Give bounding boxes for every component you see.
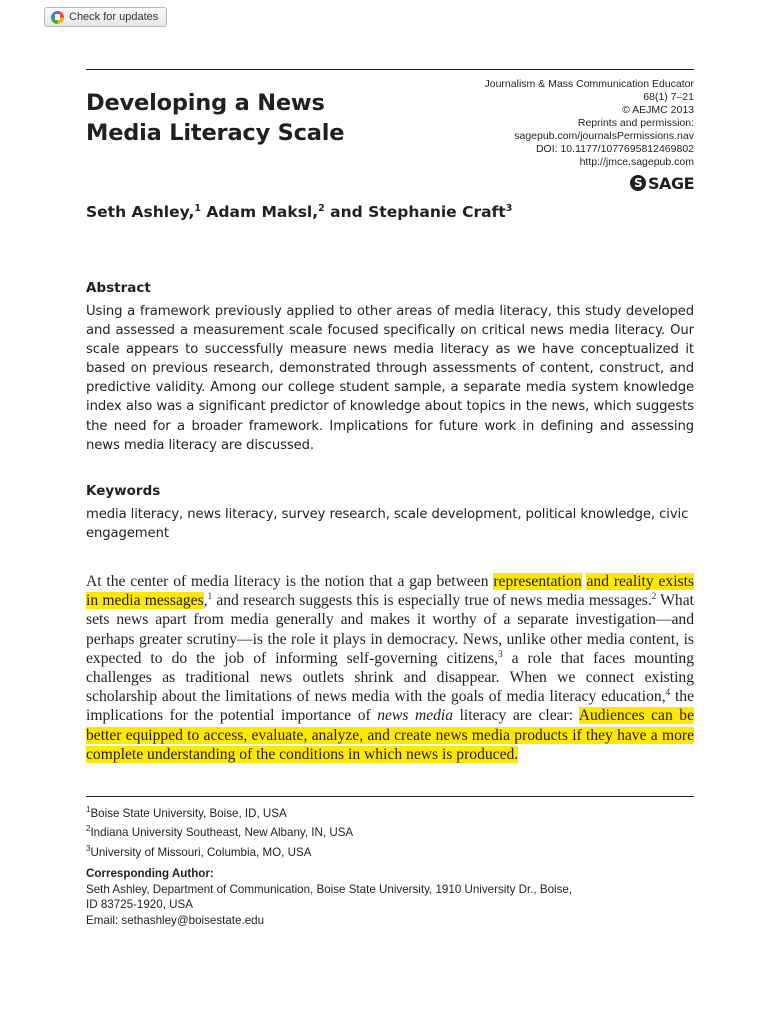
body-text-segment: and research suggests this is especially true of news media messages. (212, 592, 652, 610)
author-name: and Stephanie Craft (324, 203, 506, 222)
footnote-ref[interactable]: 1 (207, 591, 213, 602)
journal-url[interactable]: http://jmce.sagepub.com (579, 156, 694, 168)
affiliation-mark: 3 (86, 843, 91, 853)
journal-permissions-link[interactable]: sagepub.com/journalsPermissions.nav (514, 130, 694, 142)
body-text-segment: literacy are clear: (453, 707, 579, 725)
body-paragraph: At the center of media literacy is the notion that a gap between representation and reality exists in media messages,$^1$ and research suggests this is especially true of news media messages.$^2$ What sets news apart from media generally and makes it worthy of a separate investigation—and perhaps greater scrutiny—is the role it plays in democracy. News, unlike other media content, is expected to do the job of informing self-governing citizens,$^3$ a role that faces mounting challenges as traditional news outlets shrink and disappear. When we connect existing scholarship about the limitations of news media with the goals of media literacy education,$^4$ the implications for the potential importance of news media literacy are clear: Audiences can be better equipped to access, evaluate, analyze, and create news media products if they have a more complete understanding of the conditions in which news is produced. (86, 573, 695, 763)
sage-logo-text: SAGE (648, 173, 694, 193)
author-affiliation-mark: 1 (194, 203, 202, 214)
affiliation-text: Boise State University, Boise, ID, USA (90, 806, 287, 820)
footnote-ref[interactable]: 2 (651, 591, 657, 602)
corresponding-author-address: Seth Ashley, Department of Communication, Boise State University, 1910 University Dr., Boise, (86, 882, 573, 896)
title-line-2: Media Literacy Scale (86, 120, 345, 146)
author-name: Adam Maksl, (201, 203, 319, 222)
footnote-rule (86, 796, 694, 797)
journal-info (394, 78, 694, 169)
sage-logo-icon: S (630, 175, 646, 191)
body-text-segment: a role that faces mounting challenges as traditional news outlets shrink and disappear. When we connect existing scholarship about the limitations of news media with the goals of media literacy education, (86, 649, 694, 706)
highlight[interactable]: and reality exists in media messages (86, 573, 694, 610)
crossmark-icon (51, 11, 64, 24)
journal-name: Journalism & Mass Communication Educator (484, 78, 694, 90)
affiliation-text: University of Missouri, Columbia, MO, USA (90, 845, 312, 859)
header-rule (86, 69, 694, 70)
author-name: Seth Ashley, (86, 203, 195, 222)
highlight[interactable]: representation (493, 573, 582, 590)
corresponding-author-address: ID 83725-1920, USA (86, 898, 193, 911)
affiliation-mark: 2 (86, 824, 91, 834)
journal-copyright: © AEJMC 2013 (622, 104, 694, 116)
check-for-updates-label: Check for updates (69, 11, 159, 23)
affiliation-text: Indiana University Southeast, New Albany, IN, USA (90, 826, 354, 840)
keywords-text: media literacy, news literacy, survey research, scale development, political knowledge, civic engagement (86, 507, 689, 542)
footnote-ref[interactable]: 4 (665, 687, 671, 698)
journal-reprints: Reprints and permission: (577, 117, 694, 129)
author-affiliation-mark: 3 (505, 203, 513, 214)
check-for-updates-button[interactable] (44, 7, 167, 27)
affiliations (86, 802, 694, 860)
body-text-segment: At the center of media literacy is the notion that a gap between (86, 573, 494, 590)
title-line-1: Developing a News (86, 90, 325, 116)
abstract-heading: Abstract (86, 280, 151, 296)
author-list (86, 203, 512, 221)
journal-issue: 68(1) 7–21 (643, 91, 694, 103)
journal-doi[interactable]: DOI: 10.1177/1077695812469802 (535, 143, 694, 155)
affiliation-mark: 1 (86, 805, 91, 814)
keywords-heading: Keywords (86, 483, 161, 499)
sage-logo (630, 174, 694, 192)
body-text-segment: What sets news apart from media generally and makes it worthy of a separate investigation—and perhaps greater scrutiny—is the role it plays in democracy. News, unlike other media content, is expected to do the job of informing self-governing citizens, (86, 592, 694, 667)
footnote-ref[interactable]: 3 (498, 648, 503, 659)
corresponding-author-label: Corresponding Author: (86, 867, 214, 880)
corresponding-author (86, 866, 694, 928)
highlight[interactable]: Audiences can be better equipped to access, evaluate, analyze, and create news media products if they have a more complete understanding of the conditions in which news is produced. (86, 707, 694, 763)
abstract-text: Using a framework previously applied to other areas of media literacy, this study developed and assessed a measurement scale focused specifically on critical news media literacy. Our scale appears to successfully measure news media literacy as we have conceptualized it based on previous research, demonstrated through assessments of content, construct, and predictive validity. Among our college student sample, a separate media system knowledge index also was a significant predictor of knowledge about topics in the news, which suggests the need for a broader framework. Implications for future work in defining and assessing news media literacy are discussed. (86, 304, 694, 453)
corresponding-author-email[interactable]: Email: sethashley@boisestate.edu (86, 913, 265, 927)
body-text-segment: the implications for the potential importance of (86, 688, 695, 725)
body-emphasis: news media (377, 707, 454, 725)
author-affiliation-mark: 2 (318, 203, 325, 214)
